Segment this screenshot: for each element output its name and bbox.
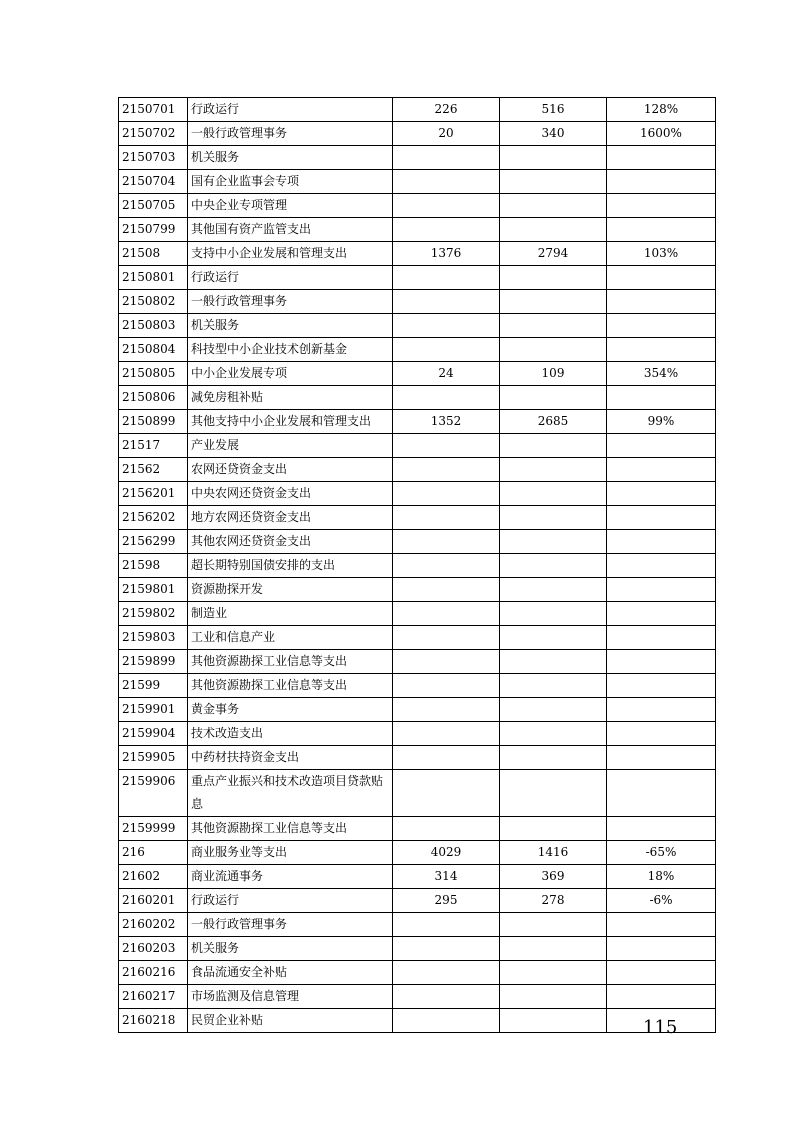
account-code-cell: 2159901 (119, 698, 188, 722)
table-row (119, 194, 716, 218)
change-percent-cell (607, 194, 716, 218)
amount-prior-cell (393, 290, 500, 314)
table-row (119, 146, 716, 170)
account-name-cell: 黄金事务 (188, 698, 393, 722)
amount-prior-cell (393, 194, 500, 218)
table-row (119, 674, 716, 698)
amount-prior-cell: 295 (393, 889, 500, 913)
amount-prior-cell (393, 602, 500, 626)
account-code-cell: 2160218 (119, 1009, 188, 1033)
account-code-cell: 21517 (119, 434, 188, 458)
account-code-cell: 2156202 (119, 506, 188, 530)
change-percent-cell: 99% (607, 410, 716, 434)
amount-prior-cell: 24 (393, 362, 500, 386)
budget-table-body (119, 98, 716, 1033)
amount-current-cell (500, 506, 607, 530)
budget-table (118, 97, 716, 1033)
account-code-cell: 216 (119, 841, 188, 865)
account-name-cell: 一般行政管理事务 (188, 913, 393, 937)
amount-prior-cell (393, 698, 500, 722)
amount-prior-cell (393, 1009, 500, 1033)
account-name-cell: 资源勘探开发 (188, 578, 393, 602)
change-percent-cell (607, 458, 716, 482)
table-row (119, 578, 716, 602)
table-row (119, 170, 716, 194)
change-percent-cell (607, 985, 716, 1009)
account-code-cell: 2156201 (119, 482, 188, 506)
table-row (119, 218, 716, 242)
amount-current-cell (500, 554, 607, 578)
amount-current-cell: 1416 (500, 841, 607, 865)
amount-prior-cell: 4029 (393, 841, 500, 865)
account-code-cell: 2160202 (119, 913, 188, 937)
account-code-cell: 2150803 (119, 314, 188, 338)
table-row (119, 314, 716, 338)
account-code-cell: 2159999 (119, 817, 188, 841)
account-name-cell: 其他资源勘探工业信息等支出 (188, 817, 393, 841)
change-percent-cell (607, 482, 716, 506)
account-name-cell: 制造业 (188, 602, 393, 626)
amount-prior-cell (393, 386, 500, 410)
account-name-cell: 技术改造支出 (188, 722, 393, 746)
amount-current-cell (500, 913, 607, 937)
table-row (119, 722, 716, 746)
amount-prior-cell (393, 218, 500, 242)
amount-current-cell: 278 (500, 889, 607, 913)
table-row (119, 937, 716, 961)
change-percent-cell (607, 506, 716, 530)
table-row (119, 698, 716, 722)
account-code-cell: 2160216 (119, 961, 188, 985)
account-name-cell: 其他农网还贷资金支出 (188, 530, 393, 554)
amount-prior-cell (393, 554, 500, 578)
table-row (119, 458, 716, 482)
amount-prior-cell (393, 650, 500, 674)
amount-current-cell (500, 674, 607, 698)
amount-current-cell (500, 1009, 607, 1033)
amount-current-cell (500, 722, 607, 746)
table-row (119, 602, 716, 626)
account-code-cell: 2159905 (119, 746, 188, 770)
table-row (119, 770, 716, 817)
amount-prior-cell (393, 674, 500, 698)
table-row (119, 266, 716, 290)
account-code-cell: 2159906 (119, 770, 188, 817)
table-row (119, 554, 716, 578)
amount-current-cell: 340 (500, 122, 607, 146)
table-row (119, 865, 716, 889)
amount-prior-cell (393, 434, 500, 458)
amount-prior-cell (393, 170, 500, 194)
account-name-cell: 中央企业专项管理 (188, 194, 393, 218)
account-code-cell: 2160203 (119, 937, 188, 961)
change-percent-cell (607, 578, 716, 602)
table-row (119, 961, 716, 985)
account-name-cell: 民贸企业补贴 (188, 1009, 393, 1033)
amount-prior-cell (393, 722, 500, 746)
account-code-cell: 2150801 (119, 266, 188, 290)
account-name-cell: 机关服务 (188, 146, 393, 170)
account-name-cell: 重点产业振兴和技术改造项目贷款贴息 (188, 770, 393, 817)
account-name-cell: 行政运行 (188, 266, 393, 290)
amount-prior-cell (393, 146, 500, 170)
account-name-cell: 农网还贷资金支出 (188, 458, 393, 482)
change-percent-cell (607, 386, 716, 410)
account-code-cell: 2150805 (119, 362, 188, 386)
account-name-cell: 其他支持中小企业发展和管理支出 (188, 410, 393, 434)
account-code-cell: 2150701 (119, 98, 188, 122)
amount-current-cell (500, 530, 607, 554)
amount-prior-cell (393, 578, 500, 602)
account-name-cell: 地方农网还贷资金支出 (188, 506, 393, 530)
account-code-cell: 21562 (119, 458, 188, 482)
amount-current-cell (500, 338, 607, 362)
amount-prior-cell (393, 314, 500, 338)
amount-prior-cell (393, 530, 500, 554)
amount-current-cell (500, 746, 607, 770)
amount-current-cell (500, 194, 607, 218)
amount-prior-cell (393, 985, 500, 1009)
change-percent-cell (607, 602, 716, 626)
account-name-cell: 一般行政管理事务 (188, 290, 393, 314)
change-percent-cell (607, 817, 716, 841)
change-percent-cell (607, 266, 716, 290)
account-name-cell: 行政运行 (188, 98, 393, 122)
amount-prior-cell: 314 (393, 865, 500, 889)
amount-prior-cell (393, 506, 500, 530)
change-percent-cell: 128% (607, 98, 716, 122)
table-row (119, 482, 716, 506)
change-percent-cell (607, 434, 716, 458)
account-code-cell: 2150802 (119, 290, 188, 314)
amount-prior-cell (393, 746, 500, 770)
amount-current-cell (500, 770, 607, 817)
account-name-cell: 机关服务 (188, 937, 393, 961)
amount-current-cell: 2794 (500, 242, 607, 266)
amount-prior-cell (393, 817, 500, 841)
account-code-cell: 21599 (119, 674, 188, 698)
change-percent-cell (607, 146, 716, 170)
amount-prior-cell (393, 770, 500, 817)
table-row (119, 626, 716, 650)
account-code-cell: 2159801 (119, 578, 188, 602)
account-code-cell: 21598 (119, 554, 188, 578)
amount-prior-cell (393, 482, 500, 506)
table-row (119, 1009, 716, 1033)
amount-prior-cell (393, 458, 500, 482)
account-code-cell: 2150799 (119, 218, 188, 242)
account-code-cell: 2150705 (119, 194, 188, 218)
amount-current-cell (500, 146, 607, 170)
account-name-cell: 商业服务业等支出 (188, 841, 393, 865)
table-row (119, 817, 716, 841)
table-row (119, 913, 716, 937)
table-row (119, 410, 716, 434)
table-row (119, 530, 716, 554)
account-name-cell: 市场监测及信息管理 (188, 985, 393, 1009)
amount-current-cell (500, 985, 607, 1009)
amount-current-cell: 109 (500, 362, 607, 386)
amount-current-cell (500, 218, 607, 242)
account-name-cell: 支持中小企业发展和管理支出 (188, 242, 393, 266)
change-percent-cell (607, 746, 716, 770)
account-name-cell: 其他资源勘探工业信息等支出 (188, 674, 393, 698)
amount-prior-cell: 20 (393, 122, 500, 146)
change-percent-cell (607, 530, 716, 554)
amount-current-cell (500, 817, 607, 841)
change-percent-cell (607, 314, 716, 338)
account-name-cell: 中央农网还贷资金支出 (188, 482, 393, 506)
account-name-cell: 超长期特别国债安排的支出 (188, 554, 393, 578)
account-code-cell: 2150704 (119, 170, 188, 194)
amount-prior-cell (393, 626, 500, 650)
amount-current-cell (500, 314, 607, 338)
account-name-cell: 食品流通安全补贴 (188, 961, 393, 985)
change-percent-cell (607, 626, 716, 650)
change-percent-cell: -6% (607, 889, 716, 913)
amount-current-cell: 516 (500, 98, 607, 122)
table-row (119, 290, 716, 314)
amount-prior-cell: 1352 (393, 410, 500, 434)
account-code-cell: 2159899 (119, 650, 188, 674)
amount-prior-cell (393, 266, 500, 290)
table-row (119, 985, 716, 1009)
account-name-cell: 商业流通事务 (188, 865, 393, 889)
amount-current-cell (500, 602, 607, 626)
table-row (119, 122, 716, 146)
change-percent-cell (607, 290, 716, 314)
table-row (119, 338, 716, 362)
account-code-cell: 2160217 (119, 985, 188, 1009)
amount-current-cell (500, 650, 607, 674)
amount-prior-cell (393, 913, 500, 937)
change-percent-cell: 354% (607, 362, 716, 386)
change-percent-cell: 1600% (607, 122, 716, 146)
account-code-cell: 2150899 (119, 410, 188, 434)
table-row (119, 242, 716, 266)
change-percent-cell (607, 338, 716, 362)
change-percent-cell (607, 218, 716, 242)
change-percent-cell (607, 722, 716, 746)
change-percent-cell: 18% (607, 865, 716, 889)
amount-prior-cell: 1376 (393, 242, 500, 266)
change-percent-cell (607, 698, 716, 722)
amount-current-cell: 2685 (500, 410, 607, 434)
amount-current-cell (500, 698, 607, 722)
account-code-cell: 2150806 (119, 386, 188, 410)
account-code-cell: 2150703 (119, 146, 188, 170)
change-percent-cell: 103% (607, 242, 716, 266)
account-name-cell: 工业和信息产业 (188, 626, 393, 650)
table-row (119, 98, 716, 122)
table-row (119, 650, 716, 674)
amount-current-cell (500, 961, 607, 985)
account-code-cell: 21602 (119, 865, 188, 889)
account-name-cell: 减免房租补贴 (188, 386, 393, 410)
table-row (119, 841, 716, 865)
amount-current-cell (500, 266, 607, 290)
amount-current-cell (500, 482, 607, 506)
account-code-cell: 2150702 (119, 122, 188, 146)
account-code-cell: 2159802 (119, 602, 188, 626)
amount-current-cell (500, 458, 607, 482)
account-code-cell: 2159803 (119, 626, 188, 650)
account-name-cell: 行政运行 (188, 889, 393, 913)
amount-current-cell (500, 170, 607, 194)
account-name-cell: 科技型中小企业技术创新基金 (188, 338, 393, 362)
account-code-cell: 2150804 (119, 338, 188, 362)
change-percent-cell (607, 770, 716, 817)
account-name-cell: 一般行政管理事务 (188, 122, 393, 146)
change-percent-cell: -65% (607, 841, 716, 865)
account-name-cell: 国有企业监事会专项 (188, 170, 393, 194)
amount-current-cell (500, 434, 607, 458)
account-name-cell: 产业发展 (188, 434, 393, 458)
account-code-cell: 2159904 (119, 722, 188, 746)
amount-current-cell (500, 578, 607, 602)
amount-prior-cell (393, 937, 500, 961)
change-percent-cell (607, 650, 716, 674)
account-code-cell: 2156299 (119, 530, 188, 554)
account-name-cell: 中小企业发展专项 (188, 362, 393, 386)
change-percent-cell (607, 961, 716, 985)
amount-prior-cell: 226 (393, 98, 500, 122)
amount-current-cell (500, 626, 607, 650)
change-percent-cell (607, 674, 716, 698)
amount-current-cell (500, 386, 607, 410)
change-percent-cell (607, 170, 716, 194)
account-name-cell: 其他资源勘探工业信息等支出 (188, 650, 393, 674)
change-percent-cell (607, 913, 716, 937)
amount-current-cell (500, 937, 607, 961)
amount-prior-cell (393, 961, 500, 985)
change-percent-cell (607, 937, 716, 961)
table-row (119, 889, 716, 913)
amount-current-cell: 369 (500, 865, 607, 889)
table-row (119, 434, 716, 458)
account-name-cell: 中药材扶持资金支出 (188, 746, 393, 770)
account-name-cell: 机关服务 (188, 314, 393, 338)
table-row (119, 746, 716, 770)
page-number: 115 (643, 1017, 678, 1038)
amount-current-cell (500, 290, 607, 314)
table-row (119, 506, 716, 530)
account-code-cell: 2160201 (119, 889, 188, 913)
table-row (119, 386, 716, 410)
account-code-cell: 21508 (119, 242, 188, 266)
amount-prior-cell (393, 338, 500, 362)
account-name-cell: 其他国有资产监管支出 (188, 218, 393, 242)
change-percent-cell (607, 554, 716, 578)
table-row (119, 362, 716, 386)
